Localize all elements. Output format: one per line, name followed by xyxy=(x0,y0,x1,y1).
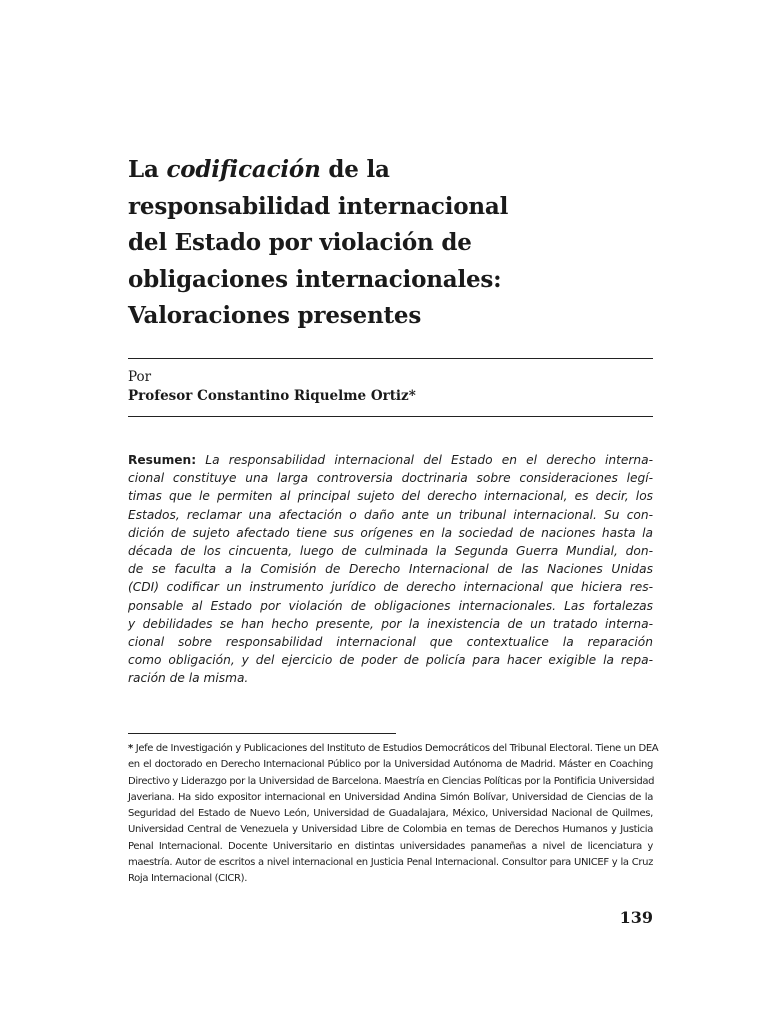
byline-bottom-divider xyxy=(128,416,653,417)
abstract-line: como obligación, y del ejercicio de poder de policía para hacer exigible la repa- xyxy=(128,653,653,668)
byline-top-divider xyxy=(128,358,653,359)
author-footnote xyxy=(128,741,659,888)
footnote-line: maestría. Autor de escritos a nivel internacional en Justicia Penal Internacional. Consultor para UNICEF y la Cruz xyxy=(128,857,653,869)
footnote-line xyxy=(128,741,659,757)
abstract-line: ponsable al Estado por violación de obligaciones internacionales. Las fortalezas xyxy=(128,598,653,613)
abstract-text: La responsabilidad internacional del Estado en el derecho interna- xyxy=(196,453,653,467)
abstract-line: cional constituye una larga controversia doctrinaria sobre consideraciones legí- xyxy=(128,471,653,486)
title-text: de la xyxy=(320,156,390,183)
footnote-line: Penal Internacional. Docente Universitario en distintas universidades panameñas a nivel de licenciatura y xyxy=(128,840,653,852)
abstract-line: timas que le permiten al principal sujeto del derecho internacional, es decir, los xyxy=(128,489,653,504)
footnote-line: Javeriana. Ha sido expositor internacional en Universidad Andina Simón Bolívar, Universidad de Ciencias de la xyxy=(128,791,653,803)
article-title xyxy=(128,152,548,335)
title-line-3: del Estado por violación de xyxy=(128,229,472,256)
footnote-divider xyxy=(128,733,396,734)
author-name: Profesor Constantino Riquelme Ortiz* xyxy=(128,388,416,404)
footnote-line: Universidad Central de Venezuela y Universidad Libre de Colombia en temas de Derechos Humanos y Justicia xyxy=(128,824,653,836)
abstract xyxy=(128,451,653,687)
abstract-line: cional sobre responsabilidad internacional que contextualice la reparación xyxy=(128,634,653,649)
title-italic-word: codificación xyxy=(166,156,321,183)
page-number: 139 xyxy=(619,908,653,927)
abstract-label: Resumen: xyxy=(128,453,197,467)
footnote-text: Jefe de Investigación y Publicaciones del Instituto de Estudios Democráticos del Tribunal Electoral. Tiene un DEA xyxy=(132,743,659,754)
abstract-line: Estados, reclamar una afectación o daño ante un tribunal internacional. Su con- xyxy=(128,507,653,522)
byline-prefix: Por xyxy=(128,369,152,385)
byline xyxy=(128,368,653,406)
abstract-line: década de los cincuenta, luego de culminada la Segunda Guerra Mundial, don- xyxy=(128,543,653,558)
footnote-line: Seguridad del Estado de Nuevo León, Universidad de Guadalajara, México, Universidad Nacional de Quilmes, xyxy=(128,808,653,820)
title-line-2: responsabilidad internacional xyxy=(128,192,509,220)
title-line-1 xyxy=(128,152,548,189)
abstract-line: (CDI) codificar un instrumento jurídico de derecho internacional que hiciera res- xyxy=(128,580,653,595)
footnote-marker: * xyxy=(128,743,133,754)
footnote-line: en el doctorado en Derecho Internacional Público por la Universidad Autónoma de Madrid. Máster en Coaching xyxy=(128,759,653,771)
title-line-4: obligaciones internacionales: xyxy=(128,265,502,293)
title-line-5: Valoraciones presentes xyxy=(128,302,422,329)
abstract-line: y debilidades se han hecho presente, por la inexistencia de un tratado interna- xyxy=(128,616,653,631)
abstract-line: ración de la misma. xyxy=(128,671,249,686)
abstract-line: dición de sujeto afectado tiene sus orígenes en la sociedad de naciones hasta la xyxy=(128,525,653,540)
abstract-line xyxy=(128,451,653,469)
footnote-line: Roja Internacional (CICR). xyxy=(128,873,248,885)
title-text: La xyxy=(128,156,167,183)
abstract-line: de se faculta a la Comisión de Derecho Internacional de las Naciones Unidas xyxy=(128,562,653,577)
footnote-line: Directivo y Liderazgo por la Universidad de Barcelona. Maestría en Ciencias Políticas por la Pontificia Universidad xyxy=(128,775,655,787)
